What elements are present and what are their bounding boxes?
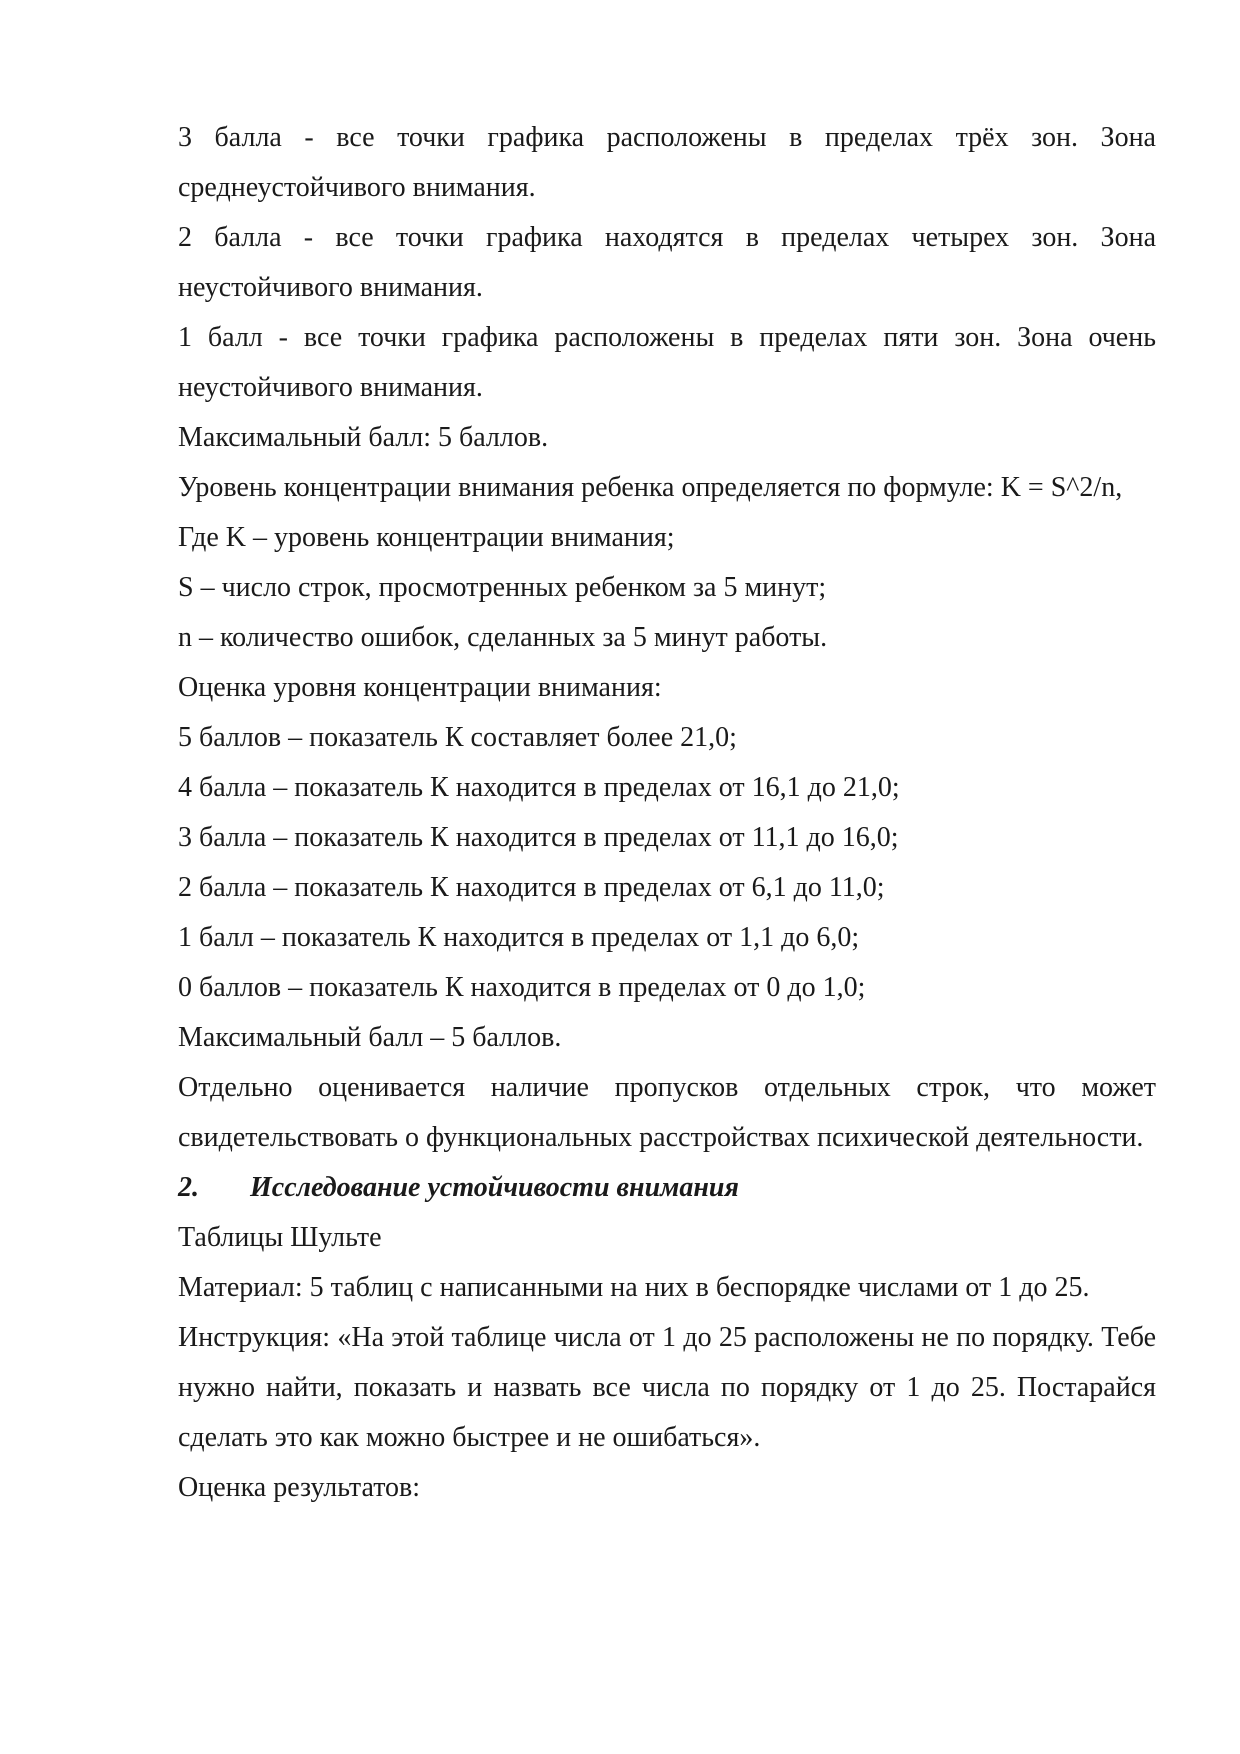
level-item: 3 балла – показатель К находится в пределах от 11,1 до 16,0; xyxy=(178,822,899,853)
section-title: Исследование устойчивости внимания xyxy=(250,1172,739,1203)
paragraph-max-score: Максимальный балл: 5 баллов. xyxy=(178,422,549,453)
page-content xyxy=(178,113,1156,1513)
paragraph-k-definition: Где K – уровень концентрации внимания; xyxy=(178,522,675,553)
level-item: 5 баллов – показатель К составляет более 21,0; xyxy=(178,722,737,753)
section-heading xyxy=(178,1163,1156,1213)
paragraph-test-name: Таблицы Шульте xyxy=(178,1222,382,1253)
paragraph-score-2: 2 балла - все точки графика находятся в пределах четырех зон. Зона неустойчивого внимания. xyxy=(178,222,1156,303)
paragraph-results-label: Оценка результатов: xyxy=(178,1472,421,1503)
level-item: 2 балла – показатель К находится в пределах от 6,1 до 11,0; xyxy=(178,872,885,903)
paragraph-max-score-2: Максимальный балл – 5 баллов. xyxy=(178,1022,562,1053)
paragraph-material: Материал: 5 таблиц с написанными на них в беспорядке числами от 1 до 25. xyxy=(178,1272,1090,1303)
level-item: 4 балла – показатель К находится в пределах от 16,1 до 21,0; xyxy=(178,772,900,803)
paragraph-score-1: 1 балл - все точки графика расположены в пределах пяти зон. Зона очень неустойчивого внимания. xyxy=(178,322,1156,403)
level-item: 0 баллов – показатель К находится в пределах от 0 до 1,0; xyxy=(178,972,866,1003)
paragraph-s-definition: S – число строк, просмотренных ребенком за 5 минут; xyxy=(178,572,827,603)
level-item: 1 балл – показатель К находится в пределах от 1,1 до 6,0; xyxy=(178,922,860,953)
paragraph-concentration-assessment: Оценка уровня концентрации внимания: xyxy=(178,672,662,703)
paragraph-score-3: 3 балла - все точки графика расположены в пределах трёх зон. Зона среднеустойчивого внимания. xyxy=(178,122,1156,203)
section-number: 2. xyxy=(178,1172,199,1203)
paragraph-instruction: Инструкция: «На этой таблице числа от 1 до 25 расположены не по порядку. Тебе нужно найти, показать и назвать все числа по порядку от 1 до 25. Постарайся сделать это как можно быстрее и не ошибаться». xyxy=(178,1322,1156,1453)
paragraph-n-definition: n – количество ошибок, сделанных за 5 минут работы. xyxy=(178,622,828,653)
paragraph-formula: Уровень концентрации внимания ребенка определяется по формуле: K = S^2/n, xyxy=(178,472,1123,503)
paragraph-omissions-note: Отдельно оценивается наличие пропусков отдельных строк, что может свидетельствовать о функциональных расстройствах психической деятельности. xyxy=(178,1072,1156,1153)
